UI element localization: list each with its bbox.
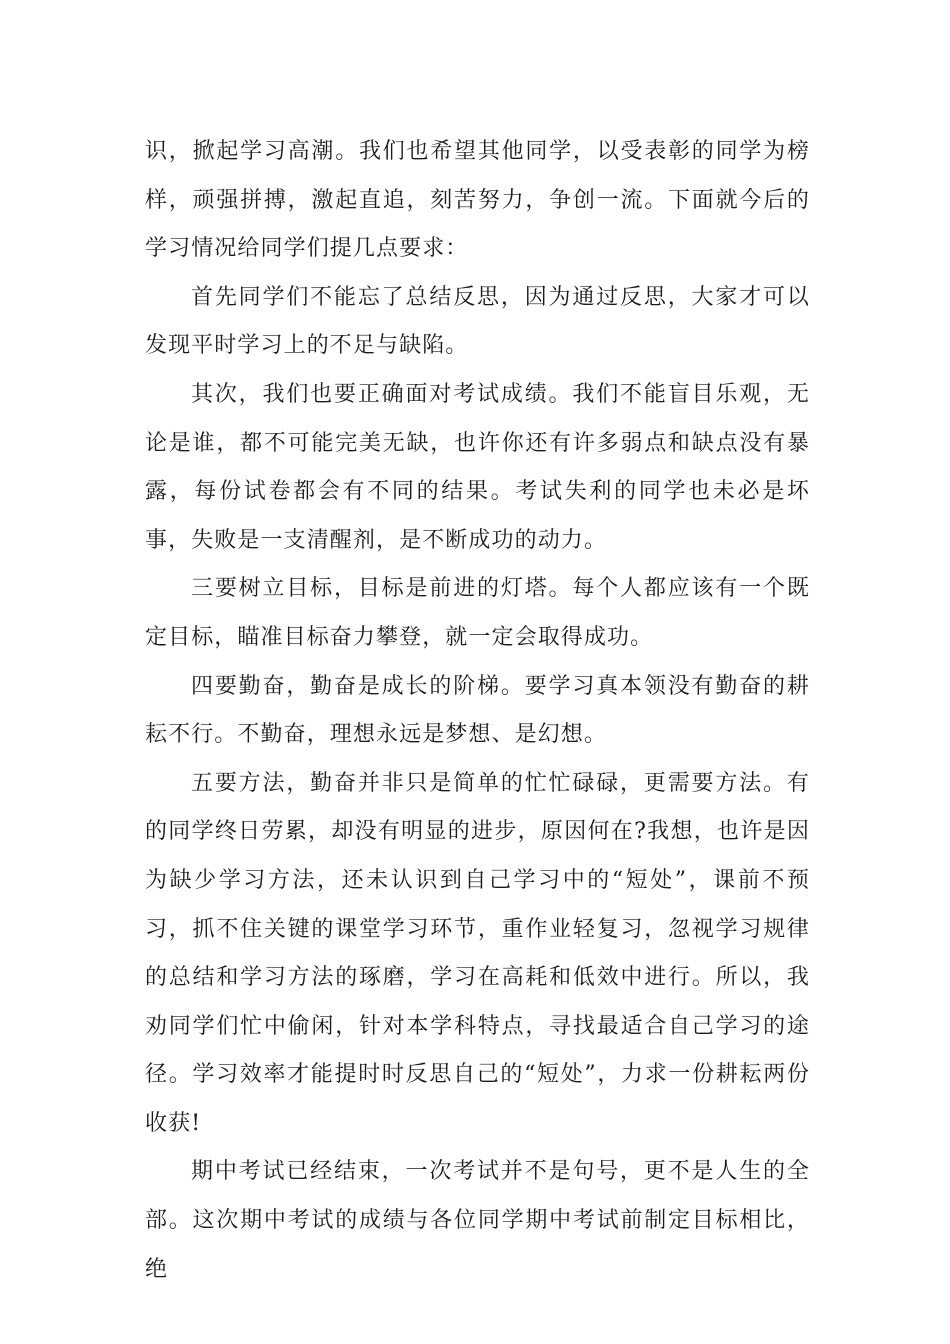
paragraph-continuation: 识，掀起学习高潮。我们也希望其他同学，以受表彰的同学为榜样，顽强拼搏，激起直追，刻苦努力，争创一流。下面就今后的学习情况给同学们提几点要求：	[145, 139, 810, 262]
paragraph-reflection: 首先同学们不能忘了总结反思，因为通过反思，大家才可以发现平时学习上的不足与缺陷。	[145, 284, 810, 359]
document-body	[145, 128, 810, 1294]
paragraph-goals: 三要树立目标，目标是前进的灯塔。每个人都应该有一个既定目标，瞄准目标奋力攀登，就一定会取得成功。	[145, 576, 810, 650]
paragraph-exam-results: 其次，我们也要正确面对考试成绩。我们不能盲目乐观，无论是谁，都不可能完美无缺，也许你还有许多弱点和缺点没有暴露，每份试卷都会有不同的结果。考试失利的同学也未必是坏事，失败是一支清醒剂，是不断成功的动力。	[145, 381, 810, 553]
paragraph-midterm: 期中考试已经结束，一次考试并不是句号，更不是人生的全部。这次期中考试的成绩与各位同学期中考试前制定目标相比，绝	[145, 1159, 810, 1282]
paragraph-methods: 五要方法，勤奋并非只是简单的忙忙碌碌，更需要方法。有的同学终日劳累，却没有明显的进步，原因何在?我想，也许是因为缺少学习方法，还未认识到自己学习中的“短处”，课前不预习，抓不住关键的课堂学习环节，重作业轻复习，忽视学习规律的总结和学习方法的琢磨，学习在高耗和低效中进行。所以，我劝同学们忙中偷闲，针对本学科特点，寻找最适合自己学习的途径。学习效率才能提时时反思自己的“短处”，力求一份耕耘两份收获!	[145, 770, 810, 1136]
paragraph-diligence: 四要勤奋，勤奋是成长的阶梯。要学习真本领没有勤奋的耕耘不行。不勤奋，理想永远是梦想、是幻想。	[145, 673, 810, 748]
